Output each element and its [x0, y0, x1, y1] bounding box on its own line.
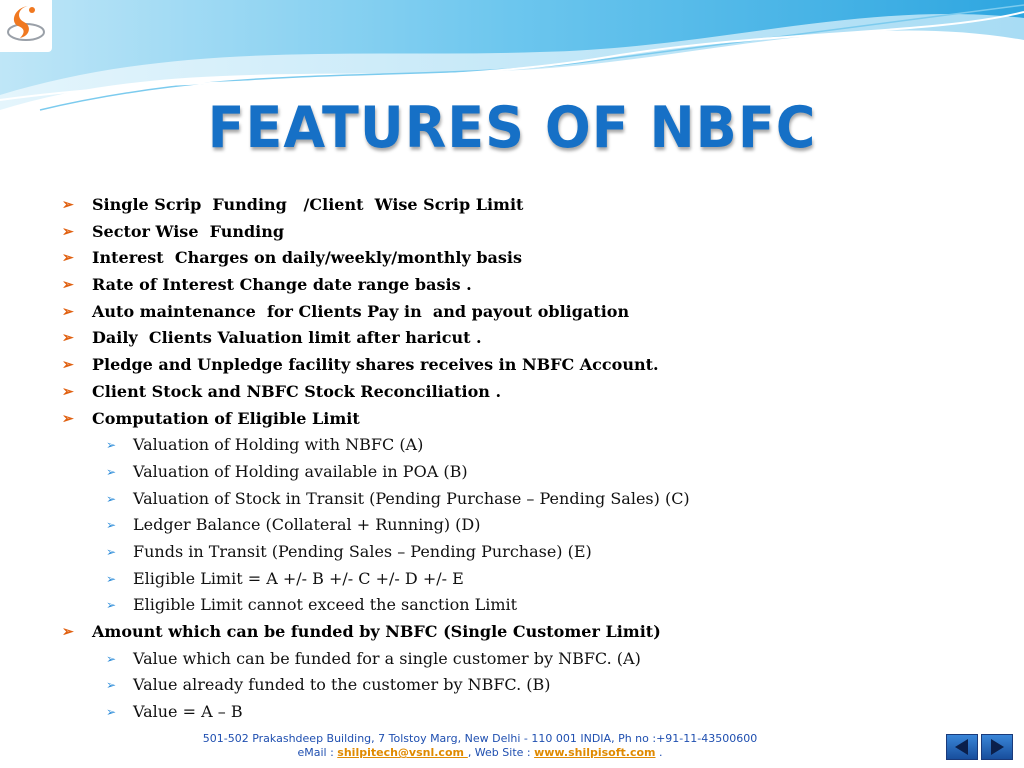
small-arrow-bullet-icon: ➢ [106, 438, 117, 453]
list-item-text: Ledger Balance (Collateral + Running) (D) [133, 515, 481, 535]
list-item [60, 592, 1000, 619]
arrow-bullet-icon: ➢ [62, 223, 74, 240]
feature-list [60, 192, 1000, 726]
list-item-text: Valuation of Holding with NBFC (A) [133, 435, 424, 455]
arrow-bullet-icon: ➢ [62, 303, 74, 320]
list-item [60, 379, 1000, 406]
list-item [60, 672, 1000, 699]
list-item-text: Auto maintenance for Clients Pay in and payout obligation [92, 301, 630, 321]
list-item [60, 325, 1000, 352]
footer-contact [120, 732, 840, 760]
list-item [60, 619, 1000, 646]
list-item [60, 299, 1000, 326]
small-arrow-bullet-icon: ➢ [106, 464, 117, 479]
small-arrow-bullet-icon: ➢ [106, 544, 117, 559]
arrow-bullet-icon: ➢ [62, 197, 74, 213]
list-item-text: Valuation of Stock in Transit (Pending Purchase – Pending Sales) (C) [133, 488, 690, 508]
small-arrow-bullet-icon: ➢ [106, 678, 117, 693]
list-item [60, 432, 1000, 459]
list-item-text: Interest Charges on daily/weekly/monthly basis [92, 248, 522, 268]
company-logo-icon [0, 0, 52, 52]
list-item [60, 192, 1000, 219]
website-link[interactable]: www.shilpisoft.com [534, 746, 656, 759]
arrow-bullet-icon: ➢ [62, 410, 74, 427]
list-item-text: Sector Wise Funding [92, 221, 285, 241]
small-arrow-bullet-icon: ➢ [106, 491, 117, 506]
next-slide-icon [987, 737, 1007, 757]
list-item-text: Value already funded to the customer by NBFC. (B) [133, 675, 551, 695]
list-item-text: Daily Clients Valuation limit after haricut . [92, 328, 482, 348]
small-arrow-bullet-icon: ➢ [106, 705, 117, 720]
list-item-text: Rate of Interest Change date range basis . [92, 275, 472, 295]
website-label: , Web Site : [467, 746, 535, 759]
list-item-text: Single Scrip Funding /Client Wise Scrip Limit [92, 195, 524, 214]
arrow-bullet-icon: ➢ [62, 624, 74, 640]
list-item-text: Eligible Limit cannot exceed the sanction Limit [133, 595, 518, 615]
small-arrow-bullet-icon: ➢ [106, 651, 117, 666]
list-item-text: Value which can be funded for a single customer by NBFC. (A) [133, 648, 641, 668]
list-item [60, 539, 1000, 566]
list-item [60, 272, 1000, 299]
list-item [60, 406, 1000, 433]
arrow-bullet-icon: ➢ [62, 250, 74, 267]
arrow-bullet-icon: ➢ [62, 357, 74, 374]
list-item [60, 699, 1000, 726]
list-item [60, 459, 1000, 486]
next-slide-button[interactable] [981, 734, 1013, 760]
list-item-text: Computation of Eligible Limit [92, 408, 360, 428]
small-arrow-bullet-icon: ➢ [106, 598, 117, 613]
list-item [60, 245, 1000, 272]
list-item-text: Client Stock and NBFC Stock Reconciliation . [92, 381, 502, 401]
footer-end: . [655, 746, 663, 759]
list-item [60, 486, 1000, 513]
list-item-text: Pledge and Unpledge facility shares receives in NBFC Account. [92, 355, 659, 375]
small-arrow-bullet-icon: ➢ [106, 571, 117, 586]
previous-slide-button[interactable] [946, 734, 978, 760]
list-item-text: Value = A – B [133, 702, 243, 722]
footer-links-line [120, 746, 840, 760]
footer-address: 501-502 Prakashdeep Building, 7 Tolstoy Marg, New Delhi - 110 001 INDIA, Ph no :+91-11-43500600 [202, 732, 758, 745]
list-item [60, 219, 1000, 246]
list-item [60, 646, 1000, 673]
slide-navigation [946, 734, 1016, 760]
slide-title: FEATURES OF NBFC [207, 94, 817, 161]
list-item [60, 566, 1000, 593]
list-item [60, 352, 1000, 379]
small-arrow-bullet-icon: ➢ [106, 518, 117, 533]
email-label: eMail : [297, 746, 338, 759]
list-item-text: Funds in Transit (Pending Sales – Pending Purchase) (E) [133, 541, 592, 561]
list-item [60, 512, 1000, 539]
arrow-bullet-icon: ➢ [62, 383, 74, 400]
list-item-text: Eligible Limit = A +/- B +/- C +/- D +/- E [133, 568, 464, 588]
list-item-text: Valuation of Holding available in POA (B) [133, 461, 468, 481]
list-item-text: Amount which can be funded by NBFC (Single Customer Limit) [92, 622, 661, 641]
email-link[interactable]: shilpitech@vsnl.com [337, 746, 468, 759]
previous-slide-icon [952, 737, 972, 757]
arrow-bullet-icon: ➢ [62, 277, 74, 294]
arrow-bullet-icon: ➢ [62, 330, 74, 347]
